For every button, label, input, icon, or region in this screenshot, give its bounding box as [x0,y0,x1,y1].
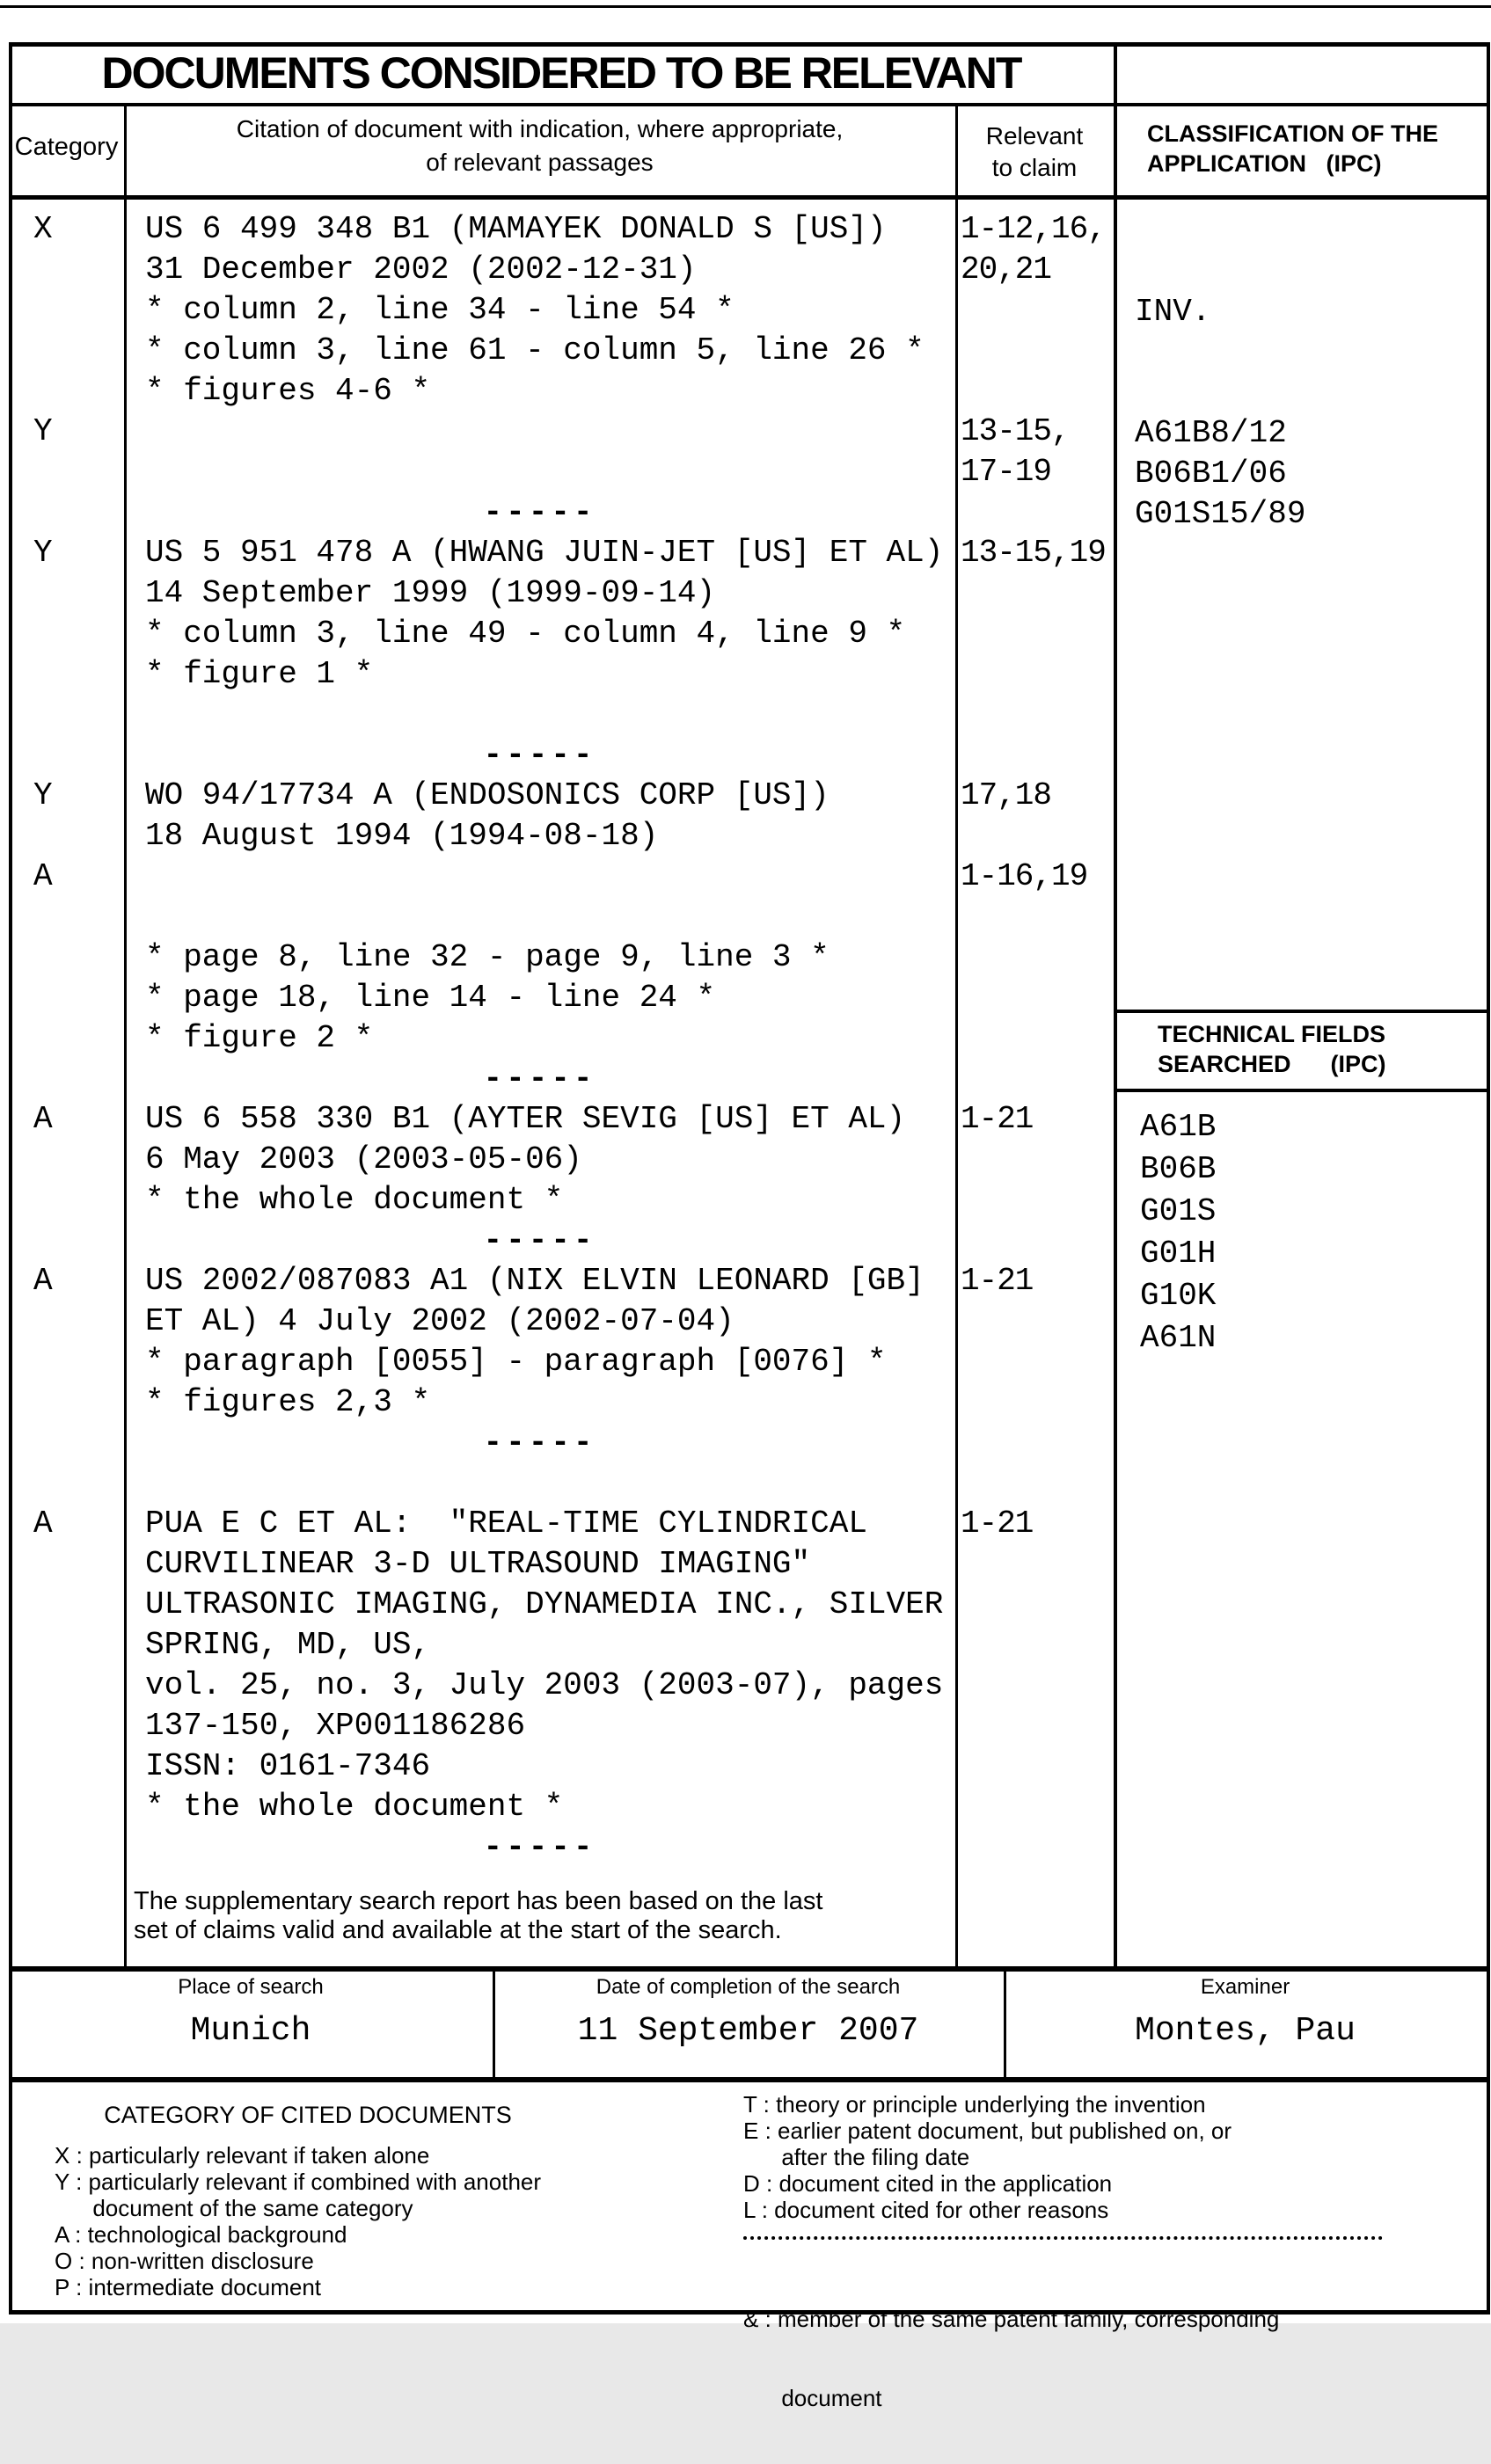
legend-right-item: after the filing date [743,2144,970,2170]
citation-row [9,1140,1114,1180]
relevant-claims-cell [955,1787,1114,1827]
relevant-claims-cell [955,654,1114,695]
date-of-completion-label: Date of completion of the search [596,1975,901,1999]
separator-row [9,1059,1114,1099]
search-report-note [134,1887,822,1945]
category-cell: X [33,211,53,247]
citation-row [9,776,1114,816]
relevant-claims-cell [955,1666,1114,1706]
citation-row [9,695,1114,735]
category-cell [9,1544,124,1585]
legend-amp-line1: & : member of the same patent family, corresponding [743,2306,1280,2332]
citation-text [124,857,955,897]
relevant-claims-cell [955,290,1114,331]
citation-text: US 5 951 478 A (HWANG JUIN-JET [US] ET AL) [145,535,944,571]
legend-right-list [743,2091,1232,2223]
legend-left-item: Y : particularly relevant if combined with another [55,2169,542,2195]
tech-field-code: B06B [1140,1151,1217,1187]
citation-row [9,331,1114,371]
relevant-claims-cell [955,573,1114,614]
footer-top-border [9,1966,1490,1972]
citation-text: 6 May 2003 (2003-05-06) [145,1141,582,1177]
page-title: DOCUMENTS CONSIDERED TO BE RELEVANT [101,48,1021,98]
citation-row [9,1706,1114,1746]
citation-row [9,897,1114,937]
citation-row [9,1018,1114,1059]
category-cell [9,371,124,412]
citation-row [9,1625,1114,1666]
citation-row [9,816,1114,857]
category-cell [9,1342,124,1382]
relevant-claims-cell [955,735,1114,776]
category-cell [9,654,124,695]
examiner-value: Montes, Pau [1135,2012,1356,2050]
legend-left-item: O : non-written disclosure [55,2248,314,2274]
category-cell [9,1382,124,1423]
citation-text: * figures 2,3 * [145,1384,431,1420]
legend-left-item: A : technological background [55,2221,347,2248]
category-cell [9,1221,124,1261]
citation-text [124,897,955,937]
citation-text: * paragraph [0055] - paragraph [0076] * [145,1344,887,1380]
citation-row [9,533,1114,573]
citation-text: * column 2, line 34 - line 54 * [145,292,735,328]
column-header-relevant-line2: to claim [991,154,1078,181]
citation-text: * column 3, line 49 - column 4, line 9 * [145,616,906,652]
citation-row [9,1180,1114,1221]
citation-row [9,1261,1114,1301]
relevant-claims-cell: 1-16,19 [961,858,1088,894]
relevant-claims-cell [955,1463,1114,1504]
category-cell [9,937,124,978]
category-cell [9,492,124,533]
citation-row [9,209,1114,250]
category-cell [9,331,124,371]
category-cell [9,250,124,290]
citation-row [9,614,1114,654]
legend-left-item: P : intermediate document [55,2274,322,2300]
citation-text: ULTRASONIC IMAGING, DYNAMEDIA INC., SILVER [145,1586,944,1622]
separator-row [9,1423,1114,1463]
category-cell [9,1018,124,1059]
category-cell: A [33,1101,53,1137]
citation-text: WO 94/17734 A (ENDOSONICS CORP [US]) [145,777,830,813]
citation-text: ISSN: 0161-7346 [145,1748,431,1784]
relevant-claims-cell [955,614,1114,654]
category-cell [9,1301,124,1342]
relevant-claims-cell [955,1585,1114,1625]
relevant-claims-cell [955,1746,1114,1787]
tech-fields-header-line1: TECHNICAL FIELDS [1158,1021,1386,1047]
classification-divider [1114,42,1117,1966]
tech-fields-header-border [1114,1089,1490,1092]
relevant-claims-cell [955,1342,1114,1382]
citation-text: * figures 4-6 * [145,373,431,409]
relevant-claims-cell: 1-12,16, [961,211,1106,247]
tech-field-code: A61N [1140,1320,1217,1356]
legend-dotted-rule [743,2236,1383,2240]
category-cell [9,290,124,331]
category-cell: A [33,858,53,894]
citation-row [9,1463,1114,1504]
right-border [1487,42,1490,2315]
citation-row [9,654,1114,695]
legend-left-item: document of the same category [55,2195,413,2221]
relevant-claims-cell [955,1221,1114,1261]
citation-table-body [9,209,1114,1868]
citation-row [9,290,1114,331]
relevant-claims-cell [955,492,1114,533]
ipc-inv-list [1135,211,1305,535]
category-cell [9,1140,124,1180]
relevant-claims-cell: 13-15, [961,413,1070,449]
citation-text: * figure 2 * [145,1020,374,1056]
legend-left-list [55,2142,541,2300]
relevant-claims-cell [955,1382,1114,1423]
relevant-claims-cell [955,1301,1114,1342]
table-top-border [9,42,1490,47]
category-cell [9,1059,124,1099]
citation-text: CURVILINEAR 3-D ULTRASOUND IMAGING" [145,1546,811,1582]
citation-row [9,937,1114,978]
category-cell [9,1463,124,1504]
citation-row [9,1746,1114,1787]
relevant-claims-cell: 17-19 [961,454,1052,490]
category-cell [9,573,124,614]
place-of-search-label: Place of search [178,1975,324,1999]
legend-amp-block [743,2253,1279,2464]
tech-field-code: G10K [1140,1278,1217,1314]
note-line1: The supplementary search report has been based on the last [134,1887,823,1915]
ipc-code: A61B8/12 [1135,415,1287,451]
title-bottom-border [9,103,1490,106]
citation-row [9,1301,1114,1342]
citation-text [124,412,955,452]
relevant-claims-cell [955,695,1114,735]
citation-text [124,695,955,735]
legend-right-item: L : document cited for other reasons [743,2197,1109,2223]
citation-row [9,452,1114,492]
category-cell: Y [33,413,53,449]
category-cell [9,978,124,1018]
separator-dashes: ----- [483,1829,596,1865]
citation-text: US 6 499 348 B1 (MAMAYEK DONALD S [US]) [145,211,887,247]
page-top-rule [0,5,1491,8]
relevant-claims-cell [955,371,1114,412]
category-cell [9,1423,124,1463]
relevant-claims-cell [955,1018,1114,1059]
legend-title: CATEGORY OF CITED DOCUMENTS [104,2102,512,2128]
separator-dashes: ----- [483,1222,596,1258]
category-cell: Y [33,777,53,813]
column-header-citation-line2: of relevant passages [426,149,654,176]
citation-row [9,1504,1114,1544]
category-cell [9,1666,124,1706]
category-cell [9,1787,124,1827]
citation-text: vol. 25, no. 3, July 2003 (2003-07), pages [145,1667,944,1703]
relevant-claims-cell [955,937,1114,978]
legend-right-item: E : earlier patent document, but published on, or [743,2118,1232,2144]
footer-bottom-border [9,2077,1490,2082]
examiner-label: Examiner [1200,1975,1290,1999]
citation-text: SPRING, MD, US, [145,1627,431,1663]
tech-fields-top-border [1114,1010,1490,1013]
relevant-claims-cell [955,816,1114,857]
separator-row [9,492,1114,533]
category-cell: A [33,1505,53,1542]
relevant-claims-cell [955,1059,1114,1099]
category-cell [9,1585,124,1625]
citation-row [9,1342,1114,1382]
relevant-claims-cell [955,978,1114,1018]
separator-row [9,1221,1114,1261]
place-of-search-value: Munich [190,2012,311,2050]
category-cell [9,1746,124,1787]
tech-field-code: G01H [1140,1236,1217,1272]
relevant-claims-cell: 1-21 [961,1101,1034,1137]
category-cell: Y [33,535,53,571]
relevant-claims-cell [955,331,1114,371]
citation-text: 14 September 1999 (1999-09-14) [145,575,716,611]
citation-row [9,371,1114,412]
category-cell [9,614,124,654]
legend-left-item: X : particularly relevant if taken alone [55,2142,430,2169]
note-line2: set of claims valid and available at the start of the search. [134,1916,782,1944]
relevant-claims-cell: 13-15,19 [961,535,1106,571]
separator-row [9,735,1114,776]
citation-text: * column 3, line 61 - column 5, line 26 * [145,332,925,368]
category-cell [9,1180,124,1221]
category-cell [9,1625,124,1666]
citation-text: ET AL) 4 July 2002 (2002-07-04) [145,1303,735,1339]
relevant-claims-cell [955,1140,1114,1180]
column-header-citation-line1: Citation of document with indication, where appropriate, [236,115,844,142]
relevant-claims-cell [955,1544,1114,1585]
category-cell [9,735,124,776]
citation-row [9,1585,1114,1625]
separator-dashes: ----- [483,737,596,773]
citation-text: * page 18, line 14 - line 24 * [145,980,716,1016]
citation-text: 31 December 2002 (2002-12-31) [145,252,697,288]
relevant-claims-cell [955,897,1114,937]
citation-row [9,250,1114,290]
separator-row [9,1827,1114,1868]
date-of-completion-value: 11 September 2007 [577,2012,919,2050]
citation-text: PUA E C ET AL: "REAL-TIME CYLINDRICAL [145,1505,867,1542]
relevant-claims-cell [955,1423,1114,1463]
citation-row [9,1544,1114,1585]
ipc-code: G01S15/89 [1135,496,1306,532]
relevant-claims-cell: 1-21 [961,1263,1034,1299]
category-cell [9,897,124,937]
citation-text: 18 August 1994 (1994-08-18) [145,818,659,854]
relevant-claims-cell: 1-21 [961,1505,1034,1542]
ipc-inv-label: INV. [1135,294,1211,330]
separator-dashes: ----- [483,1061,596,1097]
tech-field-code: G01S [1140,1193,1217,1229]
separator-dashes: ----- [483,494,596,530]
citation-row [9,857,1114,897]
category-cell [9,452,124,492]
citation-row [9,412,1114,452]
separator-dashes: ----- [483,1425,596,1461]
legend-right-item: T : theory or principle underlying the invention [743,2091,1206,2118]
relevant-claims-cell [955,1625,1114,1666]
category-cell: A [33,1263,53,1299]
relevant-claims-cell: 20,21 [961,252,1052,288]
tech-field-code: A61B [1140,1109,1217,1145]
relevant-claims-cell [955,1706,1114,1746]
relevant-claims-cell [955,1827,1114,1868]
citation-row [9,978,1114,1018]
category-cell [9,1706,124,1746]
citation-text: * page 8, line 32 - page 9, line 3 * [145,939,830,975]
citation-text [124,1463,955,1504]
relevant-claims-cell [955,1180,1114,1221]
column-header-relevant-line1: Relevant [985,122,1084,149]
citation-text: 137-150, XP001186286 [145,1708,526,1744]
citation-row [9,1787,1114,1827]
category-cell [9,816,124,857]
ipc-code: B06B1/06 [1135,456,1287,492]
category-cell [9,695,124,735]
citation-row [9,1382,1114,1423]
citation-row [9,573,1114,614]
citation-text: US 2002/087083 A1 (NIX ELVIN LEONARD [GB] [145,1263,925,1299]
citation-text: US 6 558 330 B1 (AYTER SEVIG [US] ET AL) [145,1101,906,1137]
tech-fields-list [1140,1106,1216,1360]
citation-text: * figure 1 * [145,656,374,692]
citation-text: * the whole document * [145,1789,564,1825]
relevant-claims-cell: 17,18 [961,777,1052,813]
header-bottom-border [9,195,1490,200]
tech-fields-header-line2: SEARCHED (IPC) [1158,1051,1386,1077]
citation-row [9,1666,1114,1706]
column-header-category: Category [14,133,119,161]
category-cell [9,1827,124,1868]
legend-right-item: D : document cited in the application [743,2170,1113,2197]
citation-row [9,1099,1114,1140]
citation-text [124,452,955,492]
column-header-classification-line1: CLASSIFICATION OF THE [1147,120,1438,147]
legend-amp-line2: document [743,2385,882,2411]
citation-text: * the whole document * [145,1182,564,1218]
column-header-classification-line2: APPLICATION (IPC) [1147,150,1382,177]
